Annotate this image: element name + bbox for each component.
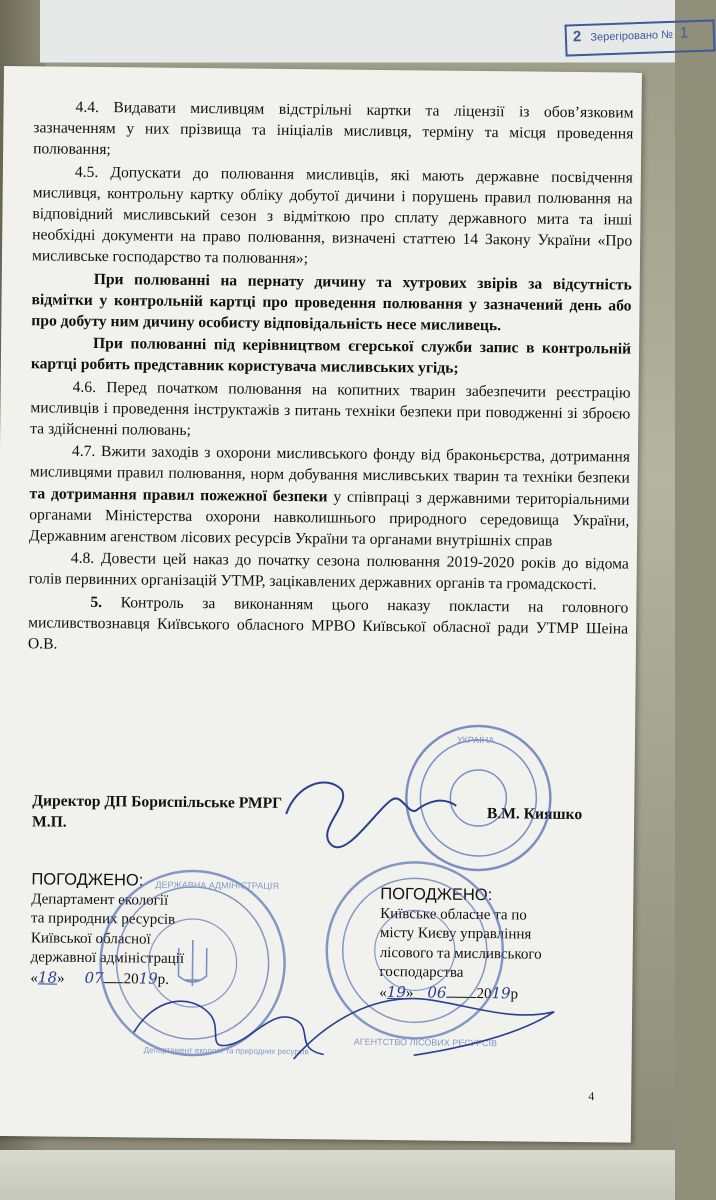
- page-number: 4: [588, 1089, 595, 1104]
- top-round-stamp: [406, 725, 552, 871]
- registration-text: Зерегіровано №: [590, 28, 674, 44]
- agreement-right-line: господарства: [379, 963, 464, 981]
- paragraph-4-5: 4.5. Допускати до полювання мисливців, які мають державне посвідчення мисливця, контрольну картку обліку добутої дичини і порушень правил полювання на відповідний мисливський сезон з відміткою про сплату державного мита та інші необхідні документи на право полювання, визначені статтею 14 Закону України «Про мисливське господарство та полювання»;: [31, 163, 633, 268]
- date-day: 18: [37, 967, 58, 987]
- agreement-left-line: Департамент екології: [31, 890, 169, 909]
- paragraph-4-7-end: у співпраці з державними територіальними органами Міністерства охорони навколишнього природного середовища України, Державним агенством лісових ресурсів України та органами внутрішніх справ: [28, 488, 630, 550]
- left-round-stamp: [100, 870, 311, 1056]
- bottom-surface: [0, 1150, 675, 1200]
- paragraph-4-7-start: 4.7. Вжити заходів з охорони мисливського фонду від браконьєрства, дотримання мисливцями правил полювання, норм добування мисливських тварин та техніки безпеки: [29, 442, 631, 488]
- director-name: В.М. Кияшко: [486, 805, 583, 824]
- date-year-suffix: 19: [138, 968, 158, 988]
- stamp-left-inner-text: Департамент екології та природних ресурсів: [143, 1045, 309, 1057]
- stamps-and-signatures: [0, 66, 642, 1143]
- date-quote-open: «: [379, 984, 387, 1001]
- agreement-left-title: ПОГОДЖЕНО:: [31, 870, 144, 890]
- paragraph-5-number: 5.: [90, 593, 103, 611]
- paragraph-4-7-bold: та дотримання правил пожежної безпеки: [29, 484, 328, 506]
- date-year-end: р: [510, 985, 519, 1002]
- registration-index: 1: [679, 24, 689, 42]
- stamp-right-text: АГЕНТСТВО ЛІСОВИХ РЕСУРСІВ: [353, 1036, 498, 1049]
- stamp-top-text: УКРАЇНА: [456, 734, 495, 746]
- agreement-left-line: державної адміністрації: [30, 949, 185, 967]
- trident-emblem: [178, 940, 206, 986]
- registration-number: 2: [572, 28, 582, 46]
- date-month: 06: [427, 982, 447, 1002]
- date-quote-close: »: [56, 970, 65, 987]
- date-year-prefix: 20: [476, 985, 492, 1002]
- date-day: 19: [386, 982, 407, 1001]
- paragraph-5-text: Контроль за виконанням цього наказу покласти на головного мисливствознавця Київського обласного МРВО Київської обласної ради УТМР Шеіна О.В.: [27, 593, 629, 653]
- stamp-left-text: ДЕРЖАВНА АДМІНІСТРАЦІЯ: [155, 879, 279, 891]
- agreement-right-title: ПОГОДЖЕНО:: [380, 884, 493, 905]
- agreement-right-line: лісового та мисливського: [379, 944, 542, 963]
- right-round-stamp: [326, 861, 504, 1048]
- director-position: Директор ДП Бориспільське РМРГ: [32, 792, 283, 812]
- paragraph-4-5-bold-1: При полюванні на пернату дичину та хутрових звірів за відсутність відмітки у контрольній картці про проведення полювання у зазначений день або про добуту ним дичину особисту відповідальність несе мисливець.: [31, 270, 632, 335]
- date-month: 07: [84, 968, 104, 987]
- date-quote-open: «: [30, 969, 39, 986]
- date-year-end: р.: [157, 971, 170, 988]
- date-year-suffix: 19: [491, 983, 511, 1002]
- paragraph-4-6: 4.6. Перед початком полювання на копитних тварин забезпечити реєстрацію мисливців і проведення інструктажів з питань техніки безпеки при поводженні зі зброєю та здійсненні полювань;: [30, 378, 631, 440]
- agreement-right-line: місту Києву управління: [379, 924, 532, 943]
- agreement-left-line: Київської обласної: [30, 929, 151, 948]
- paragraph-4-5-bold-2: При полюванні під керівництвом єгерської служби запис в контрольній картці робить представник користувача мисливських угідь;: [30, 335, 632, 378]
- agreement-right-line: Київське обласне та по: [380, 905, 527, 924]
- agreement-left-line: та природних ресурсів: [30, 910, 176, 928]
- date-year-prefix: 20: [123, 970, 139, 987]
- paragraph-4-4: 4.4. Видавати мисливцям відстрільні картки та ліцензії із обов’язковим зазначенням у них прізвища та ініціалів мисливця, терміну та місця проведення полювання;: [33, 98, 634, 159]
- document-page: [0, 66, 642, 1143]
- paragraph-4-8: 4.8. Довести цей наказ до початку сезона полювання 2019-2020 років до відома голів первинних організацій УТМР, зацікавлених державних органів та громадскості.: [28, 549, 629, 594]
- registration-stamp: [564, 19, 715, 56]
- date-quote-close: »: [405, 984, 414, 1001]
- top-sheet: [40, 0, 689, 63]
- director-signature: [286, 782, 457, 848]
- seal-place-label: М.П.: [31, 813, 67, 831]
- right-approver-signature: [294, 997, 555, 1061]
